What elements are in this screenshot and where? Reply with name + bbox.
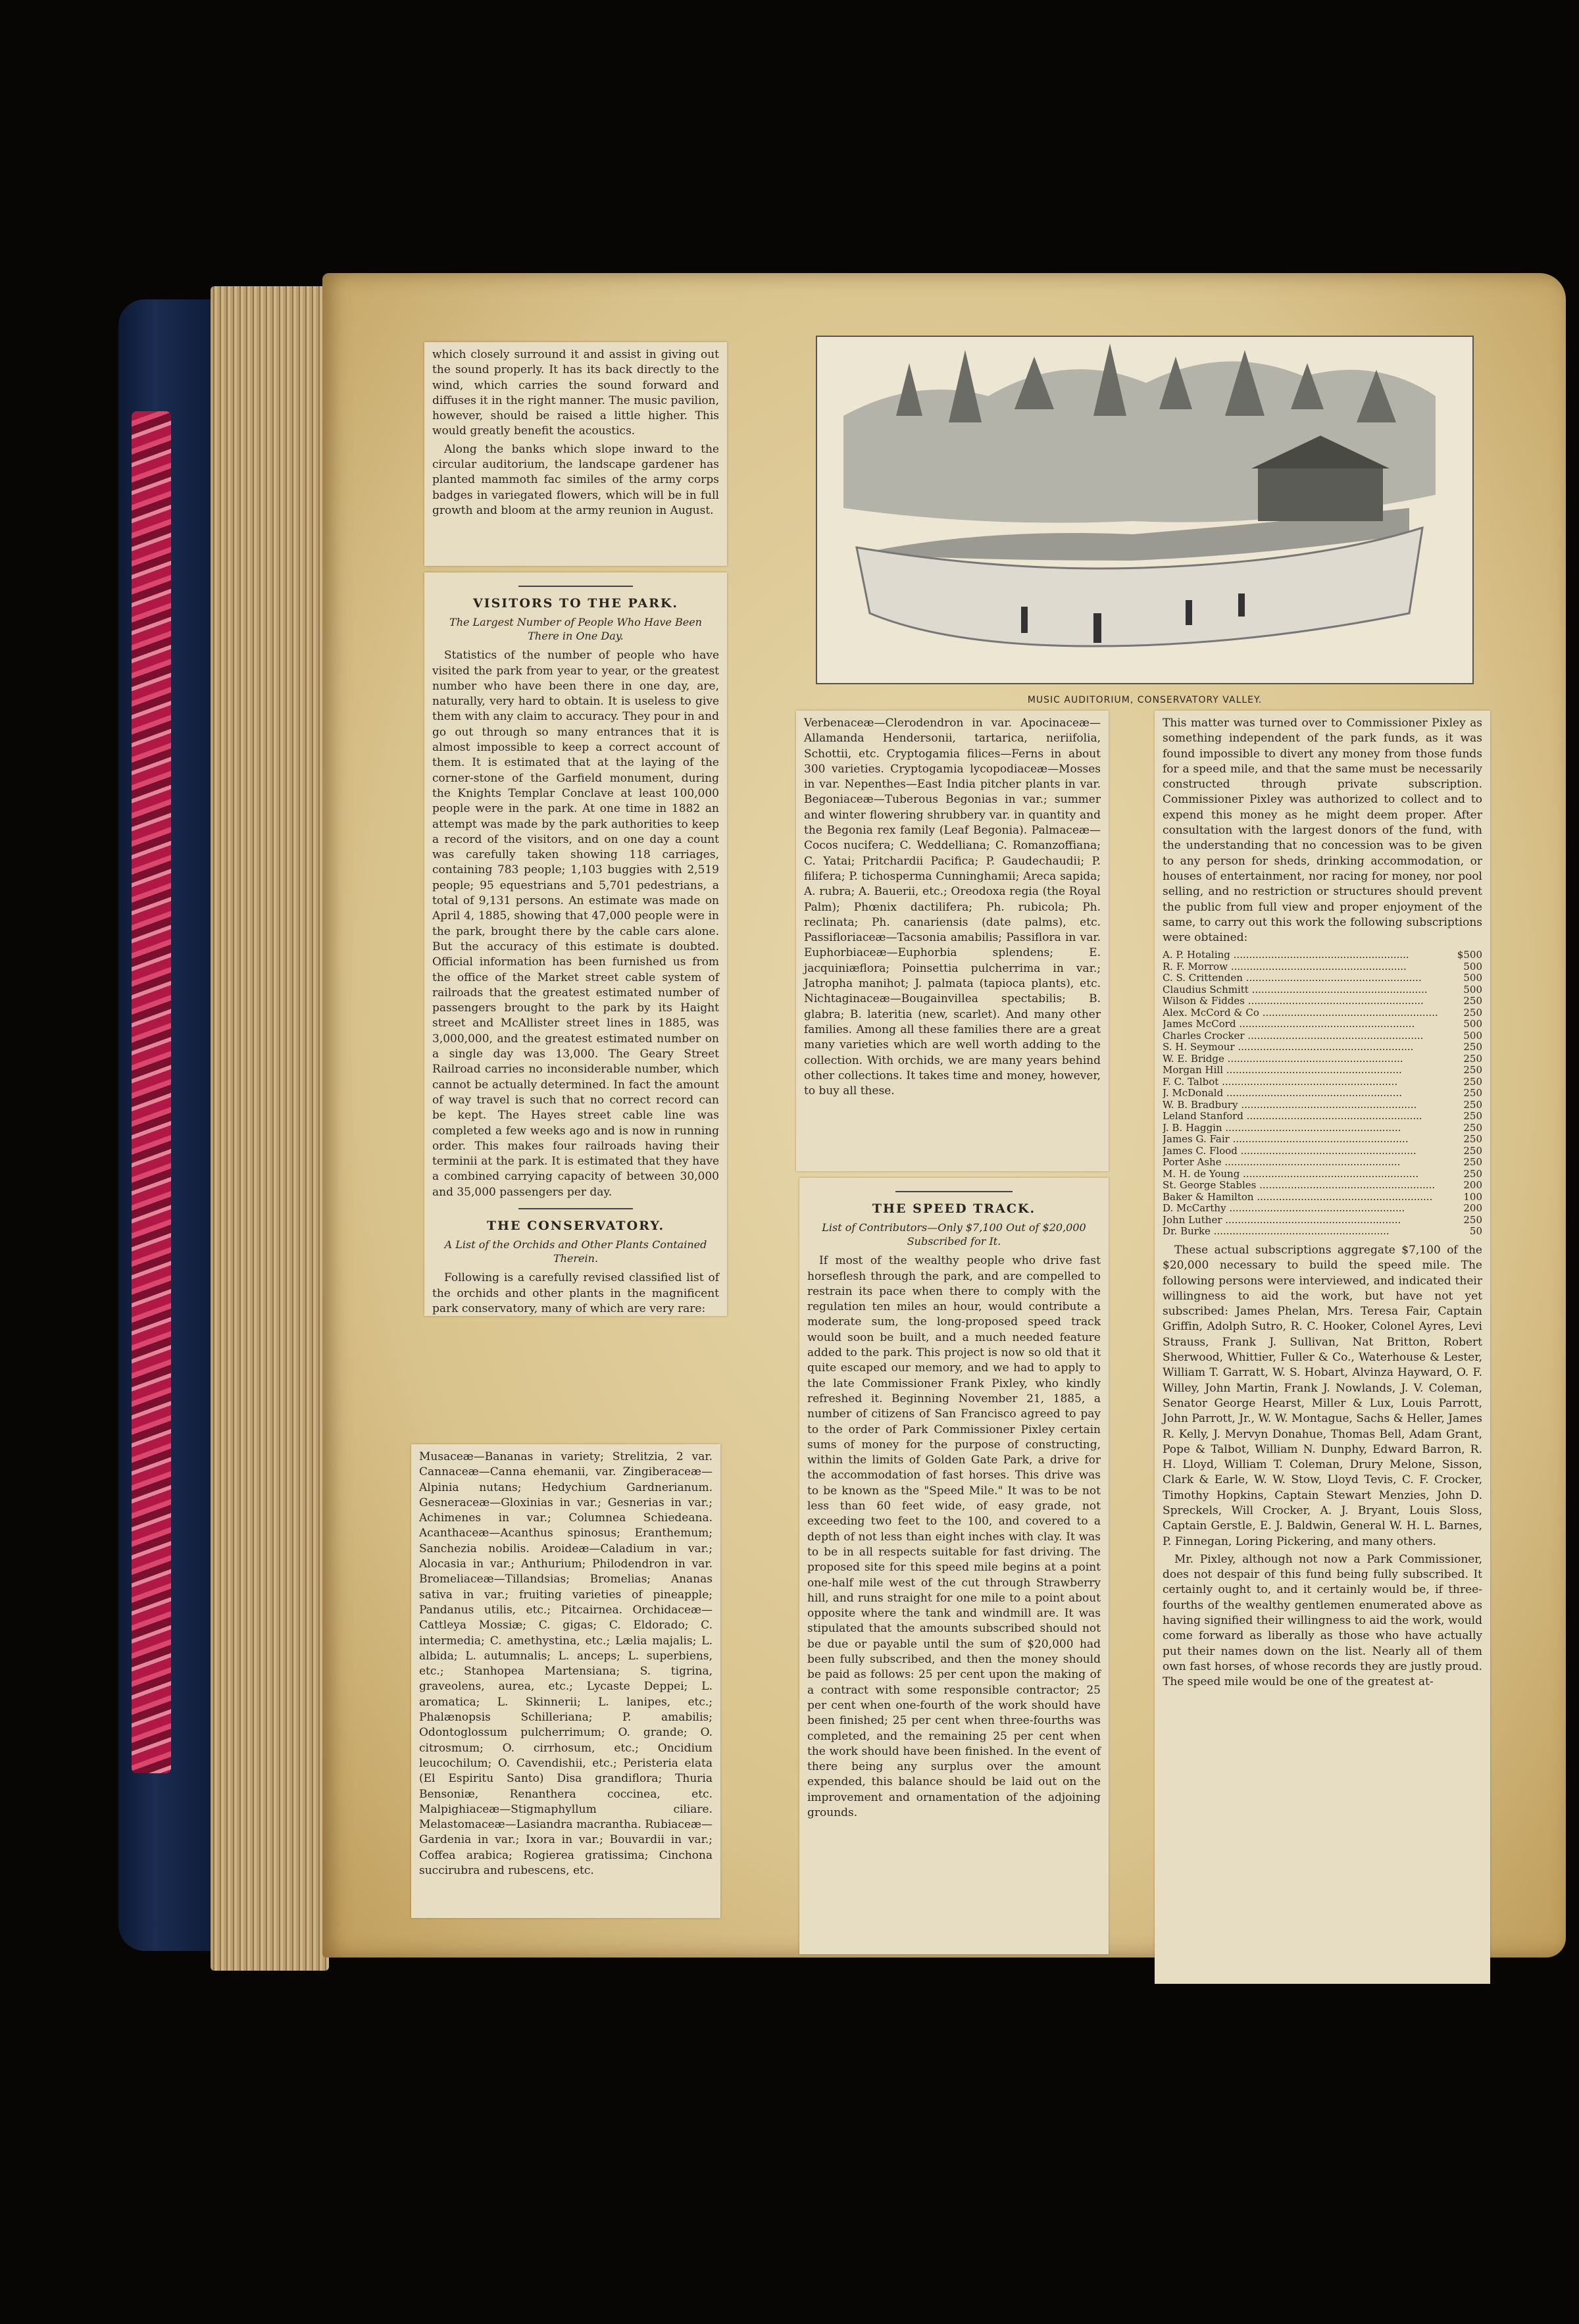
contributor-row — [1163, 1007, 1482, 1019]
contributor-name: Wilson & Fiddes ..... — [1163, 996, 1461, 1007]
contributor-row — [1163, 1099, 1482, 1111]
divider — [518, 1208, 633, 1209]
contributor-amount: 250 — [1463, 1075, 1482, 1088]
divider — [518, 586, 633, 587]
contributor-amount: 250 — [1463, 1041, 1482, 1053]
contributor-name: Alex. McCord & Co ..... — [1163, 1007, 1461, 1019]
contributor-row — [1163, 961, 1482, 973]
contributor-amount: 250 — [1463, 1133, 1482, 1146]
contributor-row — [1163, 1065, 1482, 1076]
clipping-visitors — [424, 572, 727, 1316]
contributor-amount: 500 — [1463, 960, 1482, 973]
clipping-speed-track — [799, 1178, 1109, 1954]
contributor-row — [1163, 1042, 1482, 1053]
contributor-row — [1163, 1192, 1482, 1203]
pavilion-intro: which closely surround it and assist in giving out the sound properly. It has its back directly to the wind, which carries the sound forward and diffuses it in the right manner. The music pavilion, however, should be raised a little higher. This would greatly benefit the acoustics. — [432, 348, 719, 438]
contributor-amount: 200 — [1463, 1202, 1482, 1215]
contributor-row — [1163, 1053, 1482, 1065]
contributor-amount: 500 — [1463, 983, 1482, 996]
contributor-name: James McCord ..... — [1163, 1019, 1461, 1030]
contributor-amount: 50 — [1469, 1225, 1482, 1238]
contributors-list — [1163, 949, 1482, 1238]
contributor-row — [1163, 1146, 1482, 1157]
contributor-name: John Luther ..... — [1163, 1215, 1461, 1226]
clipping-music-pavilion — [424, 342, 727, 566]
illustration-caption: MUSIC AUDITORIUM, CONSERVATORY VALLEY. — [1027, 695, 1263, 705]
contributor-name: W. B. Bradbury ..... — [1163, 1099, 1461, 1111]
pavilion-banks: Along the banks which slope inward to the circular auditorium, the landscape gardener has planted mammoth fac similes of the army corps badges in variegated flowers, which will be in full growth and bloom at the army reunion in August. — [432, 442, 719, 517]
speed-track-body: If most of the wealthy people who drive fast horseflesh through the park, and are compelled to restrain its pace when there to comply with the regulation ten miles an hour, would contribute a moderate sum, the long-proposed speed track would soon be built, and a much needed feature added to the park. This project is now so old that it quite escaped our memory, and we had to apply to the late Commissioner Frank Pixley, who kindly refreshed it. Beginning November 21, 1885, a number of citizens of San Francisco agreed to pay to the order of Park Commissioner Pixley certain sums of money for the purpose of constructing, within the limits of Golden Gate Park, a drive for the accommodation of fast horses. This drive was to be known as the "Speed Mile." It was to be not less than 60 feet wide, of easy grade, not exceeding two feet to the 100, and covered to a depth of not less than eight inches with clay. It was to be in all respects suitable for fast driving. The proposed site for this speed mile begins at a point one-half mile west of the cut through Strawberry hill, and runs straight for one mile to a point about opposite where the tank and windmill are. It was stipulated that the amounts subscribed should not be due or payable until the sum of $20,000 had been fully subscribed, and then the money should be paid as follows: 25 per cent upon the making of a contract with some responsible contractor; 25 per cent when one-fourth of the work should have been finished; 25 per cent when three-fourths was completed, and the remaining 25 per cent when the work should have been finished. In the event of there being any surplus over the amount expended, this balance should be laid out on the improvement and ornamentation of the adjoining grounds. — [807, 1254, 1101, 1819]
clipping-speed-track-continued — [1155, 711, 1490, 1984]
contributor-amount: 250 — [1463, 1213, 1482, 1226]
contributor-amount: $500 — [1457, 949, 1482, 961]
contributor-amount: 500 — [1463, 972, 1482, 984]
contributor-name: J. B. Haggin ..... — [1163, 1123, 1461, 1134]
contributor-amount: 200 — [1463, 1179, 1482, 1192]
music-auditorium-engraving — [816, 336, 1474, 705]
page-block-edge — [211, 286, 329, 1971]
contributor-row — [1163, 1088, 1482, 1099]
contributor-amount: 250 — [1463, 1006, 1482, 1019]
contributor-amount: 250 — [1463, 1087, 1482, 1099]
contributor-name: R. F. Morrow ..... — [1163, 961, 1461, 973]
subscriptions-summary: These actual subscriptions aggregate $7,100 of the $20,000 necessary to build the speed mile. The following persons were interviewed, and indicated their willingness to aid the work, but have not yet subscribed: James Phelan, Mrs. Teresa Fair, Captain Griffin, Adolph Sutro, R. C. Hooker, Colonel Ayres, Levi Strauss, Frank J. Sullivan, Nat Britton, Robert Sherwood, Whittier, Fuller & Co., Waterhouse & Lester, William T. Garratt, W. S. Hobart, Alvinza Hayward, O. F. Willey, John Martin, Frank J. Nowlands, J. V. Coleman, Senator George Hearst, Miller & Lux, Louis Parrott, John Parrott, Jr., W. W. Montague, Sachs & Heller, James R. Kelly, J. Mervyn Donahue, Thomas Bell, Adam Grant, Pope & Talbot, William N. Dunphy, Edward Barron, R. H. Lloyd, William T. Coleman, Drury Melone, Sisson, Clark & Earle, W. W. Stow, Lloyd Tevis, C. F. Crocker, Timothy Hopkins, Captain Stewart Menzies, John D. Spreckels, Will Crocker, A. J. Bryant, Louis Sloss, Captain Gerstle, E. J. Baldwin, General W. H. L. Barnes, P. Finnegan, Loring Pickering, and many others. — [1163, 1243, 1482, 1548]
contributor-row — [1163, 1180, 1482, 1192]
contributor-name: M. H. de Young ..... — [1163, 1169, 1461, 1180]
contributor-name: Porter Ashe ..... — [1163, 1157, 1461, 1169]
contributor-row — [1163, 1019, 1482, 1030]
contributor-name: St. George Stables ..... — [1163, 1180, 1461, 1192]
contributor-row — [1163, 973, 1482, 984]
contributor-name: Leland Stanford ..... — [1163, 1111, 1461, 1123]
divider — [895, 1191, 1013, 1192]
contributor-row — [1163, 1203, 1482, 1215]
commission-text: This matter was turned over to Commissioner Pixley as something independent of the park funds, as it was found impossible to divert any money from those funds for a speed mile, and that the same must be necessarily constructed through private subscription. Commissioner Pixley was authorized to collect and to expend this money as he might deem proper. After consultation with the largest donors of the fund, with the understanding that no concession was to be given to any person for sheds, drinking accommodation, or houses of entertainment, nor racing for money, nor pool selling, and no restriction or structures should prevent the public from full view and proper enjoyment of the same, to carry out this work the following subscriptions were obtained: — [1163, 717, 1482, 945]
plant-list-continued: Verbenaceæ—Clerodendron in var. Apocinaceæ—Allamanda Hendersonii, tartarica, neriifolia, Schottii, etc. Cryptogamia filices—Ferns in about 300 varieties. Cryptogamia lycopodiaceæ—Mosses in var. Nepenthes—East India pitcher plants in var. Begoniaceæ—Tuberous Begonias in var.; summer and winter flowering shrubbery var. in quantity and the Begonia rex family (Leaf Begonia). Palmaceæ—Cocos nucifera; C. Weddelliana; C. Romanzoffiana; C. Yatai; Pritchardii Pacifica; P. Gaudechaudii; P. filifera; P. tichosperma Cunninghamii; Areca sapida; A. rubra; A. Bauerii, etc.; Oreodoxa regia (the Royal Palm); Phœnix dactilifera; Ph. rubicola; Ph. reclinata; Ph. canariensis (date palms), etc. Passifloriaceæ—Tacsonia amabilis; Passiflora in var. Euphorbiaceæ—Euphorbia splendens; E. jacquiniæflora; Poinsettia pulcherrima in var.; Jatropha manihot; J. palmata (tapioca plants), etc. Nichtaginaceæ—Bougainvillea spectabilis; B. glabra; B. lateritia (new, scarlet). And many other families. Among all these families there are a great many varieties which are well worth adding to the collection. With orchids, we are many years behind other collections. It takes time and money, however, to buy all these. — [804, 717, 1101, 1098]
contributor-name: Claudius Schmitt ..... — [1163, 984, 1461, 996]
clipping-plant-list-continued — [796, 711, 1109, 1171]
contributor-row — [1163, 1123, 1482, 1134]
contributor-row — [1163, 984, 1482, 996]
contributor-name: Baker & Hamilton ..... — [1163, 1192, 1461, 1203]
contributor-name: F. C. Talbot ..... — [1163, 1076, 1461, 1088]
contributor-row — [1163, 1030, 1482, 1042]
contributor-name: A. P. Hotaling ..... — [1163, 949, 1455, 961]
contributor-amount: 250 — [1463, 1052, 1482, 1065]
contributor-name: C. S. Crittenden ..... — [1163, 973, 1461, 984]
closing-text: Mr. Pixley, although not now a Park Commissioner, does not despair of this fund being fully subscribed. It certainly ought to, and it certainly would be, if three-fourths of the wealthy gentlemen enumerated above as having signified their willingness to aid the work, would come forward as liberally as those who have actually put their names down on the list. Nearly all of them own fast horses, of whose records they are justly proud. The speed mile would be one of the greatest at- — [1163, 1552, 1482, 1689]
contributor-row — [1163, 1215, 1482, 1226]
contributor-name: D. McCarthy ..... — [1163, 1203, 1461, 1215]
marbled-edge — [132, 411, 171, 1773]
contributor-name: S. H. Seymour ..... — [1163, 1042, 1461, 1053]
contributor-amount: 100 — [1463, 1190, 1482, 1203]
contributor-name: J. McDonald ..... — [1163, 1088, 1461, 1099]
contributor-row — [1163, 1111, 1482, 1123]
contributor-row — [1163, 949, 1482, 961]
visitors-heading: VISITORS TO THE PARK. — [472, 596, 679, 611]
contributor-name: James G. Fair ..... — [1163, 1134, 1461, 1146]
conservatory-body: Following is a carefully revised classified list of the orchids and other plants in the magnificent park conservatory, many of which are very rare: — [432, 1271, 719, 1315]
contributor-row — [1163, 1226, 1482, 1238]
clipping-plant-list — [411, 1444, 720, 1918]
contributor-row — [1163, 996, 1482, 1007]
plant-list: Musaceæ—Bananas in variety; Strelitzia, 2 var. Cannaceæ—Canna ehemanii, var. Zingiberaceæ—Alpinia nutans; Hedychium Gardnerianum. Gesneraceæ—Gloxinias in var.; Gesnerias in var.; Achimenes in var.; Columnea Schiedeana. Acanthaceæ—Acanthus spinosus; Eranthemum; Sanchezia nobilis. Aroideæ—Caladium in var.; Alocasia in var.; Anthurium; Philodendron in var. Bromeliaceæ—Tillandsias; Bromelias; Ananas sativa in var.; fruiting varieties of pineapple; Pandanus utilis, etc.; Pitcairnea. Orchidaceæ—Cattleya Mossiæ; C. gigas; C. Eldorado; C. intermedia; C. amethystina, etc.; Lælia majalis; L. albida; L. autumnalis; L. anceps; L. superbiens, etc.; Stanhopea Martensiana; S. tigrina, graveolens, aurea, etc.; Lycaste Deppei; L. aromatica; L. Skinnerii; L. lanipes, etc.; Phalænopsis Schilleriana; P. amabilis; Odontoglossum pulcherrimum; O. grande; O. citrosmum; O. cirrhosum, etc.; Oncidium leucochilum; O. Cavendishii, etc.; Peristeria elata (El Espiritu Santo) Disa grandiflora; Thuria Bensoniæ, Renanthera coccinea, etc. Malpighiaceæ—Stigmaphyllum ciliare. Melastomaceæ—Lasiandra macrantha. Rubiaceæ—Gardenia in var.; Ixora in var.; Bouvardii in var.; Coffea arabica; Rogierea gratissima; Cinchona succirubra and rubescens, etc. — [419, 1450, 713, 1878]
contributor-row — [1163, 1076, 1482, 1088]
contributor-amount: 250 — [1463, 995, 1482, 1007]
speed-track-subheading: List of Contributors—Only $7,100 Out of $20,000 Subscribed for It. — [822, 1221, 1086, 1248]
contributor-amount: 250 — [1463, 1098, 1482, 1111]
contributor-amount: 250 — [1463, 1121, 1482, 1134]
engraving-image — [817, 337, 1472, 683]
conservatory-subheading: A List of the Orchids and Other Plants Contained Therein. — [444, 1238, 707, 1265]
contributor-amount: 500 — [1463, 1018, 1482, 1030]
contributor-amount: 500 — [1463, 1029, 1482, 1042]
visitors-subheading: The Largest Number of People Who Have Been There in One Day. — [449, 616, 702, 643]
contributor-amount: 250 — [1463, 1156, 1482, 1169]
contributor-name: W. E. Bridge ..... — [1163, 1053, 1461, 1065]
contributor-amount: 250 — [1463, 1167, 1482, 1180]
contributor-name: Morgan Hill ..... — [1163, 1065, 1461, 1076]
contributor-name: James C. Flood ..... — [1163, 1146, 1461, 1157]
contributor-name: Dr. Burke ..... — [1163, 1226, 1467, 1238]
speed-track-heading: THE SPEED TRACK. — [872, 1201, 1036, 1216]
contributor-amount: 250 — [1463, 1144, 1482, 1157]
contributor-row — [1163, 1157, 1482, 1169]
contributor-amount: 250 — [1463, 1110, 1482, 1123]
conservatory-heading: THE CONSERVATORY. — [486, 1218, 665, 1233]
contributor-row — [1163, 1169, 1482, 1180]
visitors-body: Statistics of the number of people who have visited the park from year to year, or the greatest number who have been there in one day, are, naturally, very hard to obtain. It is useless to give them with any claim to accuracy. They pour in and go out through so many entrances that it is almost impossible to keep a correct account of them. It is estimated that at the laying of the corner-stone of the Garfield monument, during the Knights Templar Conclave at least 100,000 people were in the park. At one time in 1882 an attempt was made by the park authorities to keep a record of the visitors, and on one day a count was carefully taken showing 118 carriages, containing 783 people; 1,103 buggies with 2,519 people; 95 equestrians and 5,701 pedestrians, a total of 9,131 persons. An estimate was made on April 4, 1885, showing that 47,000 people were in the park, brought there by the cable cars alone. But the accuracy of this estimate is doubted. Official information has been furnished us from the office of the Market street cable system of railroads that the greatest estimated number of passengers brought to the park by its Haight street and McAllister street lines in 1885, was 3,000,000, and the greatest estimated number on a single day was 13,000. The Geary Street Railroad carries no inconsiderable number, which cannot be actually determined. In fact the amount of way travel is such that no correct record can be kept. The Hayes street cable line was completed a few weeks ago and is now in running order. This makes four railroads having their terminii at the park. It is estimated that they have a combined carrying capacity of between 30,000 and 35,000 passengers per day. — [432, 649, 719, 1199]
contributor-name: Charles Crocker ..... — [1163, 1030, 1461, 1042]
contributor-row — [1163, 1134, 1482, 1146]
contributor-amount: 250 — [1463, 1064, 1482, 1076]
